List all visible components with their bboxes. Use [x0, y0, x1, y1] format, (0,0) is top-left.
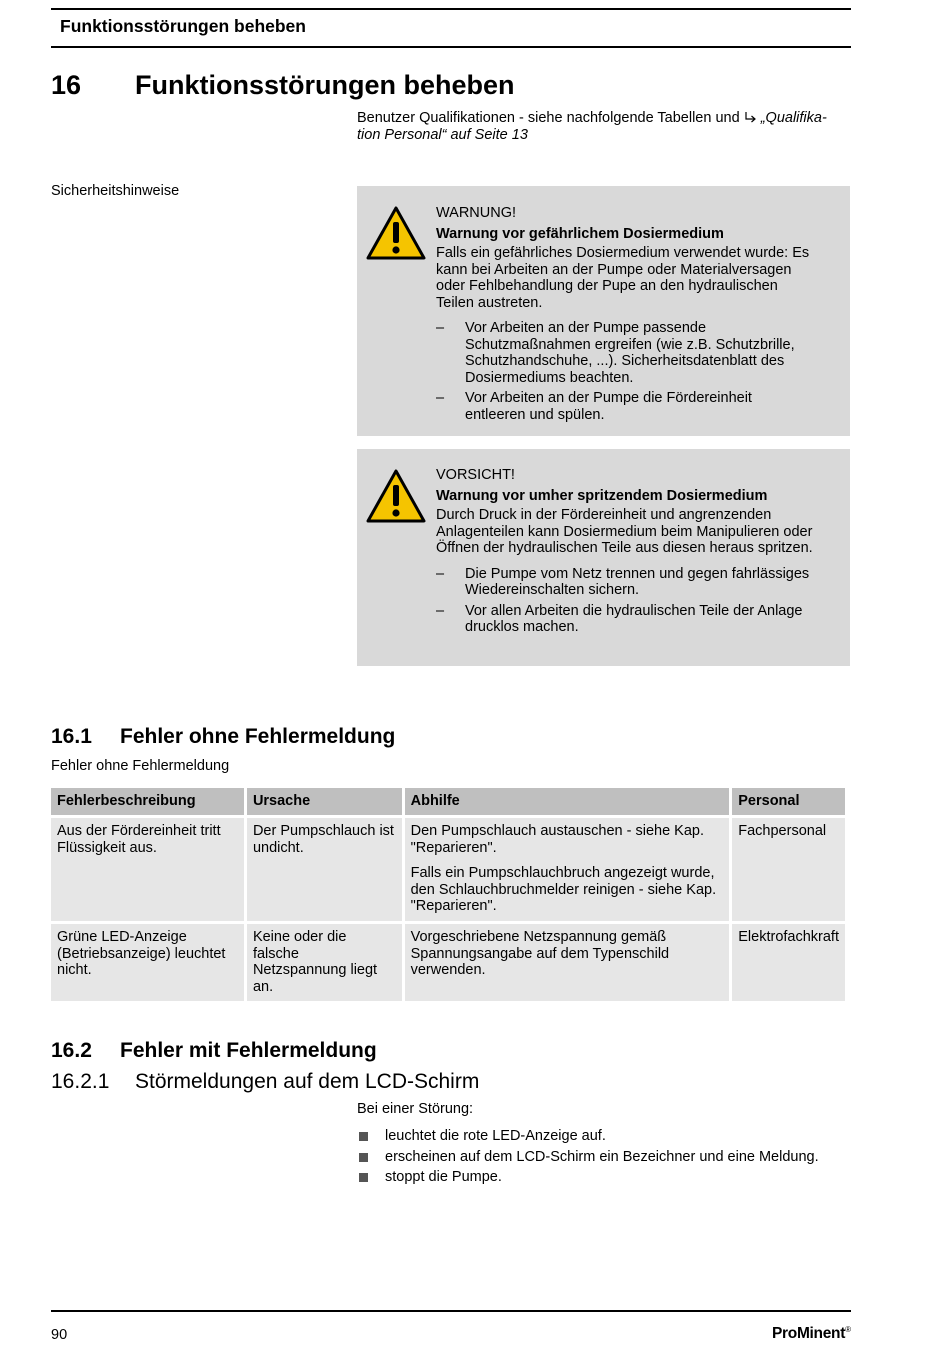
list-item: – Vor allen Arbeiten die hydraulischen Teile der Anlage drucklos machen.: [436, 602, 803, 635]
warning-heading: Warnung vor umher spritzendem Dosiermedium: [436, 487, 768, 504]
table-row: [51, 924, 845, 1001]
chapter-number: 16: [51, 70, 82, 100]
header-rule: [51, 46, 851, 48]
table-label: Fehler ohne Fehlermeldung: [51, 758, 230, 774]
list-item: stoppt die Pumpe.: [357, 1167, 849, 1188]
column-header: Abhilfe: [405, 788, 730, 815]
warning-box: [357, 186, 850, 436]
footer-rule: [51, 1310, 851, 1312]
square-bullet-icon: [359, 1173, 368, 1182]
square-bullet-icon: [359, 1153, 368, 1162]
section-title: Fehler ohne Fehlermeldung: [120, 725, 396, 748]
subsection-number: 16.2.1: [51, 1070, 110, 1093]
page-number: 90: [51, 1327, 68, 1343]
safety-label: Sicherheitshinweise: [51, 183, 180, 199]
table-cell: Keine oder die falsche Netzspannung liegt an.: [247, 924, 402, 1001]
table-header-row: [51, 788, 845, 815]
table-cell: Elektrofachkraft: [732, 924, 845, 1001]
qualification-link[interactable]: „Qualifika- tion Personal“ auf Seite 13: [357, 110, 827, 143]
measure-list: [436, 320, 816, 423]
section-number: 16.1: [51, 725, 92, 748]
table-cell: Fachpersonal: [732, 818, 845, 921]
warning-triangle-icon: [365, 205, 427, 261]
signal-word: VORSICHT!: [436, 467, 515, 483]
warning-text: Durch Druck in der Fördereinheit und angrenzenden Anlagenteilen kann Dosiermedium beim Manipulieren oder Öffnen der hydraulischen Teile aus diesen heraus spritzen.: [436, 507, 813, 556]
top-rule: [51, 8, 851, 10]
table-cell: Der Pumpschlauch ist undicht.: [247, 818, 402, 921]
section-title: Fehler mit Fehlermeldung: [120, 1039, 377, 1062]
arrow-reference-icon: [744, 110, 761, 126]
subsection-title: Störmeldungen auf dem LCD-Schirm: [135, 1070, 480, 1093]
lead-text: Bei einer Störung:: [357, 1101, 474, 1117]
table-cell: Den Pumpschlauch austauschen - siehe Kap. "Reparieren". Falls ein Pumpschlauchbruch angezeigt wurde, den Schlauchbruchmelder reinigen - siehe Kap. "Reparieren".: [405, 818, 730, 921]
table-cell: Aus der Fördereinheit tritt Flüssigkeit aus.: [51, 818, 244, 921]
signal-word: WARNUNG!: [436, 205, 517, 221]
warning-heading: Warnung vor gefährlichem Dosiermedium: [436, 225, 724, 242]
list-item: erscheinen auf dem LCD-Schirm ein Bezeichner und eine Meldung.: [357, 1147, 849, 1168]
section-number: 16.2: [51, 1039, 92, 1062]
brand-logo: ProMinent®: [772, 1325, 851, 1343]
column-header: Ursache: [247, 788, 402, 815]
chapter-intro: [357, 110, 849, 144]
measure-list: [436, 566, 816, 636]
warning-triangle-icon: [365, 468, 427, 524]
list-item: leuchtet die rote LED-Anzeige auf.: [357, 1126, 849, 1147]
list-item: – Vor Arbeiten an der Pumpe passende Schutzmaßnahmen ergreifen (wie z.B. Schutzbrille, Schutzhandschuhe, ...). Sicherheitsdatenblatt des Dosiermediums beachten.: [436, 320, 795, 386]
list-item: – Die Pumpe vom Netz trennen und gegen fahrlässiges Wiedereinschalten sichern.: [436, 565, 810, 598]
error-table: [48, 785, 848, 1004]
table-cell: Grüne LED-Anzeige (Betriebsanzeige) leuchtet nicht.: [51, 924, 244, 1001]
column-header: Fehlerbeschreibung: [51, 788, 244, 815]
warning-text: Falls ein gefährliches Dosiermedium verwendet wurde: Es kann bei Arbeiten an der Pumpe oder Materialversagen oder Fehlbehandlung der Pupe an den hydraulischen Teilen austreten.: [436, 245, 810, 311]
column-header: Personal: [732, 788, 845, 815]
table-cell: Vorgeschriebene Netzspannung gemäß Spannungsangabe auf dem Typenschild verwenden.: [405, 924, 730, 1001]
square-bullet-icon: [359, 1132, 368, 1141]
caution-box: [357, 449, 850, 666]
chapter-title: Funktionsstörungen beheben: [135, 70, 515, 100]
list-item: – Vor Arbeiten an der Pumpe die Fördereinheit entleeren und spülen.: [436, 390, 752, 423]
running-header: Funktionsstörungen beheben: [60, 16, 306, 36]
intro-text: Benutzer Qualifikationen - siehe nachfolgende Tabellen und: [357, 110, 740, 126]
table-row: [51, 818, 845, 921]
bullet-list: [357, 1126, 849, 1188]
